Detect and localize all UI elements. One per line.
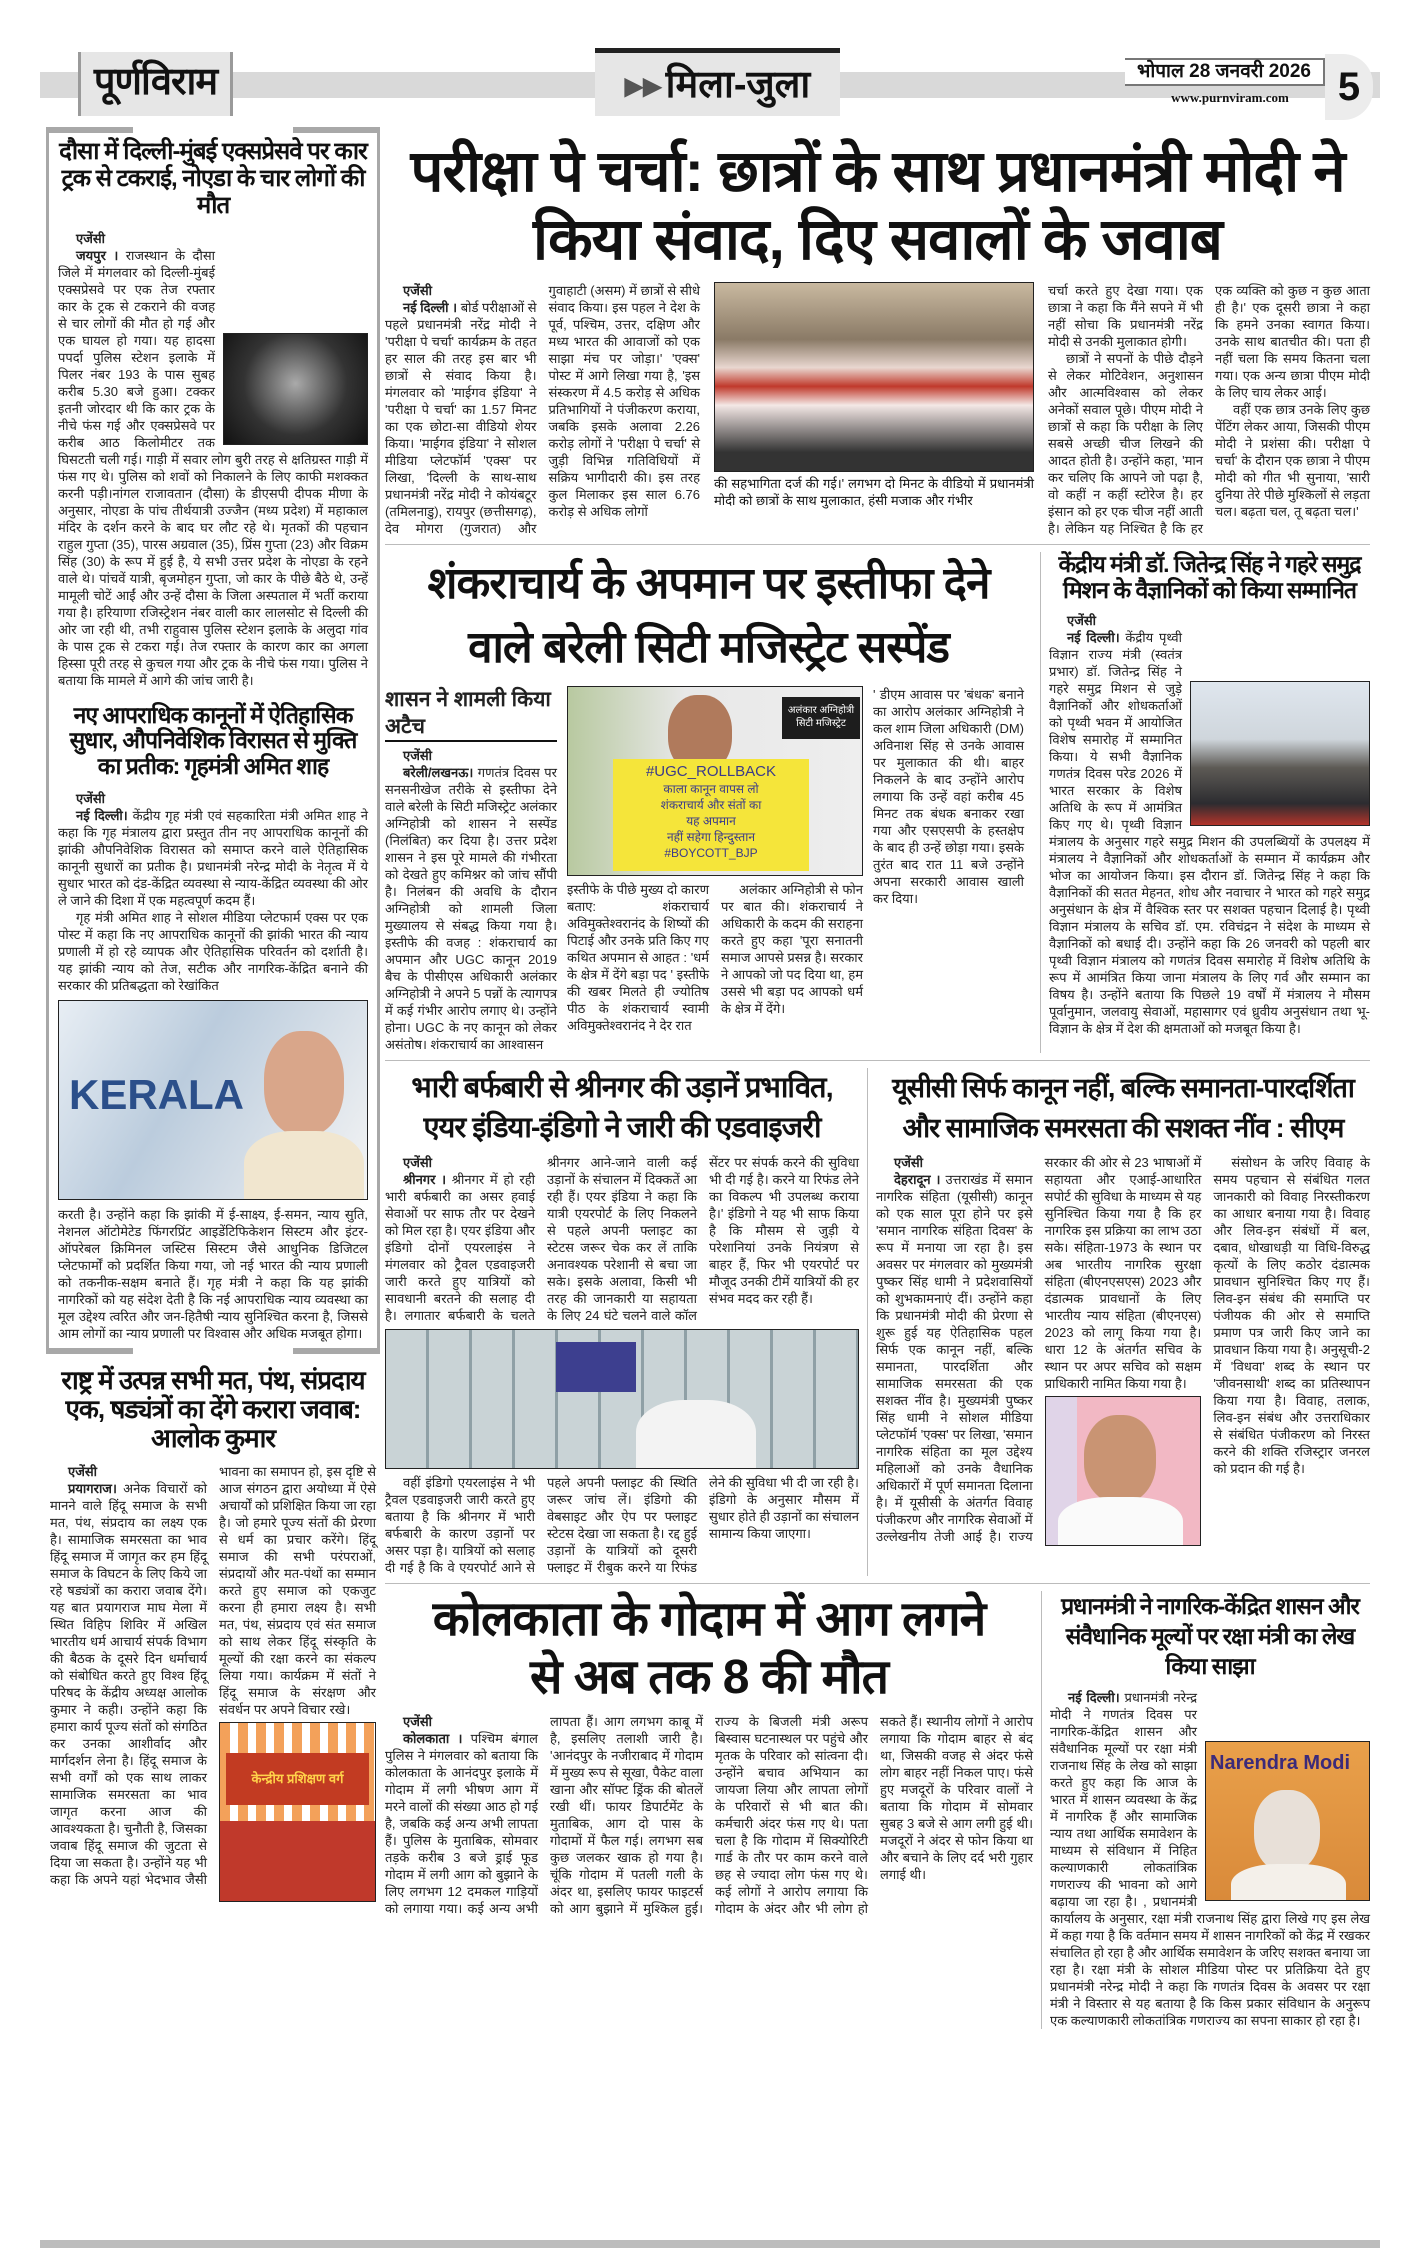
headline-line-1: कोलकाता के गोदाम में आग लगने	[432, 1593, 986, 1646]
article-text: वहीं इंडिगो एयरलाइंस ने भी ट्रैवल एडवाइजरी जारी करते हुए बताया है कि श्रीनगर में भारी बर्फबारी के कारण उड़ानों पर असर पड़ा है। यात्रियों को सलाह दी गई है कि वे एयरपोर्ट आने से पहले अपनी फ्लाइट की स्थिति जरूर जांच लें। इंडिगो की वेबसाइट और ऐप पर फ्लाइट स्टेटस देखा जा सकता है। रद्द हुई उड़ानों के यात्रियों को दूसरी फ्लाइट में रीबुक करने या रिफंड लेने की सुविधा भी दी जा रही है। इंडिगो के अनुसार मौसम में सुधार होते ही उड़ानों का संचालन सामान्य किया जाएगा।	[385, 1475, 859, 1575]
headline-line-1: भारी बर्फबारी से श्रीनगर की उड़ानें प्रभावित,	[411, 1072, 833, 1104]
article-ucc	[867, 1068, 1370, 1576]
lead-article	[385, 282, 1370, 537]
place-label: नई दिल्ली ।	[403, 300, 458, 315]
person-body	[1058, 1497, 1183, 1546]
body-text: प्रधानमंत्री नरेन्द्र मोदी ने गणतंत्र दिवस पर नागरिक-केंद्रित शासन और संवैधानिक मूल्यों पर रक्षा मंत्री राजनाथ सिंह के लेख को साझा करते हुए कहा कि आज के भारत में शासन व्यवस्था के केंद्र में नागरिक हैं और सामाजिक न्याय तथा आर्थिक समावेशन के माध्यम से संविधान में निहित कल्याणकारी लोकतांत्रिक गणराज्य की भावना को आगे बढ़ाया जा रहा है। , प्रधानमंत्री कार्यालय के अनुसार, रक्षा मंत्री राजनाथ सिंह द्वारा लिखे गए इस लेख में कहा गया है कि वर्तमान समय में शासन नागरिकों को केंद्र में रखकर संचालित हो रहा है और आर्थिक समावेशन के जरिए सशक्त बनाया जा रहा है। रक्षा मंत्री के सोशल मीडिया पोस्ट पर प्रतिक्रिया देते हुए प्रधानमंत्री नरेन्द्र मोदी ने कहा कि गणतंत्र दिवस के अवसर पर रक्षा मंत्री ने विस्तार से यह बताया है कि किस प्रकार संविधान के अनुरूप एक कल्याणकारी लोकतांत्रिक गणराज्य का सपना साकार हो रहा है।	[1050, 1690, 1370, 2028]
placard-line: शंकराचार्य और संतों का	[660, 798, 762, 812]
byline: एजेंसी	[76, 230, 105, 246]
place-label: जयपुर ।	[76, 247, 119, 263]
body-text: राजस्थान के दौसा जिले में मंगलवार को दिल्ली-मुंबई एक्सप्रेसवे पर एक तेज रफ्तार कार के ट्रक से टकराने की वजह से चार लोगों की मौत हो गई और एक घायल हो गया। यह हादसा पपर्दा पुलिस स्टेशन इलाके में पिलर नंबर 193 के पास सुबह करीब 5.30 बजे हुआ। टक्कर इतनी जोरदार थी कि कार ट्रक के नीचे फंस गई और एक्सप्रेसवे पर करीब आठ किलोमीटर तक घिसटती चली गई। गाड़ी में सवार लोग बुरी तरह से क्षतिग्रस्त गाड़ी में फंस गए थे। पुलिस को शवों को निकालने के लिए काफी मशक्कत करनी पड़ी।नांगल राजावतान (दौसा) के डीएसपी दीपक मीणा के अनुसार, नोएडा के पांच तीर्थयात्री उज्जैन (मध्य प्रदेश) में महाकाल मंदिर के दर्शन करने के बाद घर लौट रहे थे। मृतकों की पहचान राहुल गुप्ता (35), पारस अग्रवाल (35), प्रिंस गुप्ता (23) और विक्रम सिंह (30) के रूप में हुई है, ये सभी उत्तर प्रदेश के नोएडा के रहने वाले थे। पांचवें यात्री, बृजमोहन गुप्ता, जो कार के पीछे बैठे थे, उन्हें मामूली चोटें आईं और उन्हें दौसा के जिला अस्पताल में भर्ती कराया गया है। हरियाणा रजिस्ट्रेशन नंबर वाली कार लालसोट से दिल्ली की ओर जा रही थी, तभी राहुवास पुलिस स्टेशन इलाके के अलुदा गांव के पास ट्रक से टकरा गई। तेज रफ्तार के कारण कार का अगला हिस्सा पूरी तरह से कुचल गया और ट्रक के नीचे फंस गया। पुलिस ने बताया कि मामले में आगे की जांच जारी है।	[58, 247, 368, 688]
cm-dhami-photo	[1045, 1396, 1202, 1546]
headline-line-2: किया संवाद, दिए सवालों के जवाब	[533, 207, 1222, 272]
nameplate-line: सिटी मजिस्ट्रेट	[796, 718, 846, 729]
subheadline: शासन ने शामली किया अटैच	[385, 686, 557, 742]
byline: एजेंसी	[403, 1714, 432, 1729]
placard-line: #BOYCOTT_BJP	[664, 846, 758, 860]
body-text: श्रीनगर में हो रही भारी बर्फबारी का असर हवाई सेवाओं पर साफ तौर पर देखने को मिल रहा है। एयर इंडिया और इंडिगो दोनों एयरलाइंस ने मंगलवार को ट्रैवल एडवाइजरी जारी करते हुए यात्रियों को सावधानी बरतने की सलाह दी है। लगातार बर्फबारी के चलते श्रीनगर आने-जाने वाली कई उड़ानों के संचालन में दिक्कतें आ रही हैं। एयर इंडिया ने कहा कि यात्री एयरपोर्ट के लिए निकलने से पहले अपनी फ्लाइट का स्टेटस जरूर चेक कर लें ताकि अनावश्यक परेशानी से बचा जा सके। इसके अलावा, किसी भी तरह की जानकारी या सहायता के लिए 24 घंटे चलने वाले कॉल सेंटर पर संपर्क करने की सुविधा भी दी गई है। करने या रिफंड लेने का विकल्प भी उपलब्ध कराया है।' इंडिगो ने यह भी साफ किया है कि मौसम से जुड़ी ये परेशानियां उनके नियंत्रण से बाहर हैं, फिर भी एयरपोर्ट पर मौजूद उनकी टीमें यात्रियों की हर संभव मदद कर रही हैं।	[385, 1155, 859, 1323]
flight-display-board	[556, 1342, 636, 1392]
article-text	[385, 1713, 1033, 1917]
scientists-group-photo	[1190, 681, 1370, 826]
article-text: अलंकार अग्निहोत्री से फोन पर बात की। शंकराचार्य ने अधिकारी के कदम की सराहना करते हुए कहा 'पूरा सनातनी समाज आपसे प्रसन्न है। सरकार ने आपको जो पद दिया था, हम उससे भी बड़ा पद आपको धर्म के क्षेत्र में देंगे।	[721, 882, 863, 1016]
article-text: ' डीएम आवास पर 'बंधक' बनाने का आरोप अलंकार अग्निहोत्री ने कल शाम जिला अधिकारी (DM) अविनाश सिंह से उनके आवास पर मुलाकात की थी। बाहर निकलने के बाद उन्होंने आरोप लगाया कि उन्हें वहां करीब 45 मिनट तक बंधक बनाकर रखा गया और एसएसपी के हस्तक्षेप के बाद ही उन्हें छोड़ा गया। इसके तुरंत बाद रात 11 बजे उन्होंने अपना सरकारी आवास खाली कर दिया।	[873, 687, 1024, 906]
headline-line-2: और सामाजिक समरसता की सशक्त नींव : सीएम	[902, 1113, 1344, 1143]
article-shankaracharya	[385, 552, 1040, 1053]
person-face	[1254, 1790, 1320, 1872]
bottom-border-strip	[40, 2240, 1380, 2248]
article-criminal-laws	[58, 703, 368, 1342]
shankaracharya-middle	[567, 686, 863, 1053]
section-label: मिला-जुला	[665, 64, 811, 106]
headline-line-1: यूसीसी सिर्फ कानून नहीं, बल्कि समानता-पारदर्शिता	[892, 1073, 1354, 1103]
place-label: नई दिल्ली।	[76, 807, 128, 823]
article-jitendra	[1040, 552, 1370, 1053]
article-text: संसोधन के जरिए विवाह के समय पहचान से संबंधित गलत जानकारी को विवाह निरस्तीकरण का आधार बनाया गया है। विवाह और लिव-इन संबंधों में बल, दबाव, धोखाधड़ी या विधि-विरुद्ध कृत्यों के लिए कठोर दंडात्मक प्रावधान सुनिश्चित किए गए हैं। लिव-इन संबंध की समाप्ति पर पंजीयक की ओर से समाप्ति प्रमाण पत्र जारी किए जाने का प्रावधान किया गया है। अनुसूची-2 में 'विधवा' शब्द के स्थान पर 'जीवनसाथी' शब्द का प्रतिस्थापन किया गया है। विवाह, तलाक, लिव-इन संबंध और उत्तराधिकार से संबंधित पंजीकरण को निरस्त करने की शक्ति रजिस्ट्रार जनरल को प्रदान की गई है।	[1213, 1155, 1370, 1476]
placard-line: #UGC_ROLLBACK	[645, 763, 777, 780]
lead-body-continued	[1048, 282, 1370, 537]
stage-floor	[220, 1821, 375, 1901]
kolkata-body	[385, 1713, 1033, 1917]
article-text	[58, 807, 368, 909]
shankaracharya-body-bottom	[567, 881, 863, 1034]
nameplate-line: अलंकार अग्निहोत्री	[787, 705, 855, 716]
person-face	[264, 1031, 344, 1136]
place-label: देहरादून ।	[894, 1172, 941, 1187]
row-srinagar-ucc	[385, 1060, 1370, 1576]
jitendra-headline: केंद्रीय मंत्री डॉ. जितेन्द्र सिंह ने गहरे समुद्र मिशन के वैज्ञानिकों को किया सम्मानित	[1058, 551, 1361, 603]
article-body	[50, 1463, 376, 1902]
article-kolkata	[385, 1591, 1041, 2029]
article-text	[385, 1154, 859, 1324]
byline: एजेंसी	[894, 1155, 923, 1170]
row-kolkata-pm	[385, 1583, 1370, 2029]
place-label: नई दिल्ली।	[1068, 1690, 1120, 1705]
car-crash-photo	[223, 333, 368, 445]
protest-placard	[613, 759, 809, 871]
article-text: इस्तीफे के पीछे मुख्य दो कारण बताए: शंकराचार्य अविमुक्तेश्वरानंद के शिष्यों की पिटाई और उनके प्रति किए गए कथित अपमान से आहत : 'धर्म के क्षेत्र में देंगे बड़ा पद ' इस्तीफे की खबर मिलते ही ज्योतिष पीठ के शंकराचार्य स्वामी अविमुक्तेश्वरानंद ने देर रात	[567, 882, 709, 1033]
body-text: गणतंत्र दिवस पर सनसनीखेज तरीके से इस्तीफा देने वाले बरेली के सिटी मजिस्ट्रेट अलंकार अग्निहोत्री को शासन ने सस्पेंड (निलंबित) कर दिया है। उत्तर प्रदेश शासन ने इस पूरे मामले की गंभीरता को देखते हुए कमिश्नर को जांच सौंपी है। निलंबन की अवधि के दौरान अग्निहोत्री को शामली जिला मुख्यालय से संबद्ध किया गया है। इस्तीफे की वजह : शंकराचार्य का अपमान और UGC कानून 2019 बैच के पीसीएस अधिकारी अलंकार अग्निहोत्री ने अपने 5 पन्नों के त्यागपत्र में कई गंभीर आरोप लगाए थे। उन्होंने होना। UGC के नए कानून को लेकर असंतोष। शंकराचार्य का आश्वासन	[385, 765, 557, 1052]
passenger	[636, 1400, 756, 1469]
byline: एजेंसी	[1067, 612, 1096, 628]
dateline: भोपाल 28 जनवरी 2026	[1125, 58, 1325, 86]
article-text	[385, 764, 557, 1053]
vhp-meeting-photo	[219, 1722, 376, 1902]
placard-line: नहीं सहेगा हिन्दुस्तान	[667, 830, 755, 844]
ucc-body	[876, 1154, 1370, 1546]
photo-caption: की सहभागिता दर्ज की गई।' लगभग दो मिनट के वीडियो में प्रधानमंत्री मोदी को छात्रों के साथ मुलाकात, हंसी मजाक और गंभीर	[714, 476, 1034, 508]
banner-text: केन्द्रीय प्रशिक्षण वर्ग	[226, 1753, 369, 1805]
byline: एजेंसी	[403, 283, 432, 298]
masthead-brand: पूर्णविराम	[78, 52, 233, 116]
ucc-headline	[876, 1068, 1370, 1148]
byline: एजेंसी	[403, 1155, 432, 1170]
place-label: प्रयागराज।	[68, 1481, 117, 1497]
headline: राष्ट्र में उत्पन्न सभी मत, पंथ, संप्रदाय एक, षड्यंत्रों का देंगे करारा जवाब: आलोक कुमार	[61, 1364, 365, 1454]
article-text: चर्चा करते हुए देखा गया। एक छात्रा ने कहा कि मैंने सपने में भी नहीं सोचा कि प्रधानमंत्री नरेंद्र मोदी से उनकी मुलाकात होगी।	[1048, 283, 1203, 349]
pm-article-body	[1050, 1689, 1370, 2029]
article-text: वहीं एक छात्र उनके लिए कुछ पेंटिंग लेकर आया, जिसकी पीएम मोदी ने प्रशंसा की। परीक्षा पे चर्चा' के दौरान एक छात्रा ने पीएम मोदी को गीत भी सुनाया, 'सारी दुनिया तेरे पीछे मुश्किलों से लड़ता चल। बढ़ता चल, तू बढ़ता चल।'	[1215, 402, 1370, 519]
placard-line: यह अपमान	[686, 814, 736, 828]
kolkata-headline	[385, 1591, 1033, 1707]
person-face	[1084, 1415, 1156, 1503]
shankaracharya-columns	[385, 686, 1032, 1053]
left-column	[46, 127, 380, 1902]
headline-line-2: वाले बरेली सिटी मजिस्ट्रेट सस्पेंड	[468, 623, 949, 672]
pm-article-headline: प्रधानमंत्री ने नागरिक-केंद्रित शासन और संवैधानिक मूल्यों पर रक्षा मंत्री का लेख किया साझा	[1061, 1593, 1359, 1679]
person-body	[244, 1131, 364, 1200]
article-body	[58, 230, 368, 689]
body-text: उत्तराखंड में समान नागरिक संहिता (यूसीसी) कानून को एक साल पूरा होने पर इसे 'समान नागरिक संहिता दिवस' के रूप में मनाया जा रहा है। इस अवसर पर मंगलवार को मुख्यमंत्री पुष्कर सिंह धामी ने प्रदेशवासियों को शुभकामनाएं दीं। उन्होंने कहा कि प्रधानमंत्री मोदी की प्रेरणा से शुरू हुई यह ऐतिहासिक पहल सिर्फ एक कानून नहीं, बल्कि समानता, पारदर्शिता और सामाजिक समरसता की एक सशक्त नींव है। मुख्यमंत्री पुष्कर सिंह धामी ने सोशल मीडिया प्लेटफॉर्म 'एक्स' पर लिखा, 'समान नागरिक संहिता का मूल उद्देश्य महिलाओं को उनके वैधानिक अधिकारों में पूर्ण समानता दिलाना है। में यूसीसी के अंतर्गत विवाह पंजीकरण और नागरिक सेवाओं में उल्लेखनीय तेजी आई है। राज्य सरकार की ओर से 23 भाषाओं में सहायता और एआई-आधारित सपोर्ट की सुविधा के माध्यम से यह सुनिश्चित किया गया है कि हर नागरिक इस प्रक्रिया का लाभ उठा सके। संहिता-1973 के स्थान पर अब भारतीय नागरिक सुरक्षा संहिता (बीएनएसएस) 2023 और दंडात्मक प्रावधानों के लिए भारतीय न्याय संहिता (बीएनएस) 2023 को लागू किया गया है। धारा 12 के अंतर्गत सचिव के स्थान पर अपर सचिव को सक्षम प्राधिकारी नामित किया गया है।	[876, 1155, 1202, 1544]
airport-flight-board-photo	[385, 1329, 859, 1469]
place-label: श्रीनगर ।	[403, 1172, 447, 1187]
article-text: करती है। उन्होंने कहा कि झांकी में ई-साक्ष्य, ई-समन, न्याय सुति, नेशनल ऑटोमेटेड फिंगरप्रिंट आइडेंटिफिकेशन सिस्टम और इंटर-ऑपरेबल क्रिमिनल जस्टिस सिस्टम जैसे आधुनिक डिजिटल प्लेटफार्मों को प्रदर्शित किया गया, जो नई भारत की न्याय प्रणाली को तकनीक-सक्षम बनाते हैं। गृह मंत्री ने कहा कि यह झांकी नागरिकों को यह संदेश देती है कि नई आपराधिक न्याय व्यवस्था का मूल उद्देश्य त्वरित और जन-हितैषी न्याय सुनिश्चित करना है, जिससे आम लोगों का न्याय प्रणाली पर विश्वास और अधिक मजबूत होगा।	[58, 1206, 368, 1341]
article-text	[385, 282, 700, 537]
article-alok-kumar	[46, 1366, 380, 1902]
body-text: केंद्रीय गृह मंत्री एवं सहकारिता मंत्री अमित शाह ने कहा कि गृह मंत्रालय द्वारा प्रस्तुत तीन नए आपराधिक कानूनों की झांकी औपनिवेशिक विरासत को समाप्त करने वाले ऐतिहासिक कानूनी सुधारों का प्रतीक है। प्रधानमंत्री नरेन्द्र मोदी के नेतृत्व में ये सुधार भारत को दंड-केंद्रित व्यवस्था से न्याय-केंद्रित व्यवस्था की ओर ले जाने की दिशा में एक महत्वपूर्ण कदम हैं।	[58, 807, 368, 908]
nameplate	[782, 697, 860, 739]
srinagar-headline	[385, 1068, 859, 1148]
article-dausa	[58, 139, 368, 689]
lead-body	[385, 282, 700, 537]
body-text: पश्चिम बंगाल पुलिस ने मंगलवार को बताया कि कोलकाता के आनंदपुर इलाके में गोदाम में लगी भीषण आग में मरने वालों की संख्या आठ हो गई है, जबकि कई अन्य अभी लापता हैं। पुलिस के मुताबिक, सोमवार तड़के करीब 3 बजे ड्राई फूड गोदाम में लगी आग को बुझाने के लिए लगभग 12 दमकल गाड़ियों को लगाया गया। कई अन्य अभी लापता हैं। आग लगभग काबू में है, इसलिए तलाशी जारी है। 'आनंदपुर के नजीराबाद में गोदाम में मुख्य रूप से सूखा, पैकेट वाला खाना और सॉफ्ट ड्रिंक की बोतलें रखी थीं। फायर डिपार्टमेंट के मुताबिक, आग दो पास के गोदामों में फैल गई। लगभग सब कुछ जलकर खाक हो गया है। चूंकि गोदाम में पतली गली के अंदर था, इसलिए फायर फाइटर्स को आग बुझाने में मुश्किल हुई। राज्य के बिजली मंत्री अरूप बिस्वास घटनास्थल पर पहुंचे और मृतक के परिवार को सांत्वना दी। उन्होंने बचाव अभियान का जायजा लिया और लापता लोगों के परिवारों से भी बात की। कर्मचारी अंदर फंस गए थे। पता चला है कि गोदाम में सिक्योरिटी गार्ड के तौर पर काम करने वाले छह से ज्यादा लोग फंस गए थे। कई लोगों ने आरोप लगाया कि गोदाम के अंदर और भी लोग हो सकते हैं। स्थानीय लोगों ने आरोप लगाया कि गोदाम बाहर से बंद था, जिसकी वजह से अंदर फंसे लोग बाहर नहीं निकल पाए। फंसे हुए मजदूरों के परिवार वालों ने बताया कि गोदाम में सोमवार सुबह 3 बजे से आग लगी हुई थी। मजदूरों ने अंदर से फोन किया था और बचाने के लिए दर्द भरी गुहार लगाई थी।	[385, 1714, 1033, 1916]
shankaracharya-body	[385, 686, 557, 1053]
row-shankaracharya-jitendra	[385, 544, 1370, 1053]
pm-with-students-photo	[714, 282, 1034, 472]
shankaracharya-body-right	[873, 686, 1024, 1053]
headline-line-2: से अब तक 8 की मौत	[530, 1651, 888, 1704]
byline: एजेंसी	[68, 1464, 97, 1480]
article-body	[58, 790, 368, 1342]
double-chevron-right-icon: ▶▶	[624, 72, 662, 100]
place-label: कोलकाता ।	[403, 1731, 463, 1746]
article-text	[58, 247, 368, 689]
photo-row	[385, 1329, 859, 1469]
article-text: गृह मंत्री अमित शाह ने सोशल मीडिया प्लेटफार्म एक्स पर एक पोस्ट में कहा कि नए आपराधिक कानूनों की झांकी भारत की न्याय प्रणाली में हो रहे व्यापक और ऐतिहासिक परिवर्तन को दर्शाती है। यह झांकी न्याय को तेज, सटीक और नागरिक-केंद्रित बनाने की सरकार की प्रतिबद्धता को रेखांकित	[58, 909, 368, 993]
place-label: बरेली/लखनऊ।	[403, 765, 474, 780]
srinagar-body	[385, 1154, 859, 1576]
body-text: अनेक विचारों को मानने वाले हिंदू समाज के सभी मत, पंथ, संप्रदाय का लक्ष्य एक है। सामाजिक समरसता का भाव हिंदू समाज में जागृत कर हम हिंदू समाज के विघटन के लिए किये जा रहे षड्यंत्रों का करारा जवाब देंगे। यह बात प्रयागराज माघ मेला में स्थित विहिप शिविर में अखिल भारतीय धर्म आचार्य संपर्क विभाग की बैठक के दूसरे दिन धर्माचार्य को संबोधित करते हुए विश्व हिंदू परिषद के केंद्रीय अध्यक्ष आलोक कुमार ने कही। उन्होंने कहा कि हमारा कार्य पूज्य संतों को संगठित कर उनका आशीर्वाद और मार्गदर्शन लेना है। हिंदू समाज के सभी वर्गों को एक साथ लाकर सामाजिक समरसता का भाव जागृत करना आज की आवश्यकता है। चुनौती है, जिसका जवाब हिंदू समाज की जुटता से दिया जा सकता है। उन्होंने यह भी कहा कि अपने यहां भेदभाव जैसी भावना का समापन हो, इस दृष्टि से आज संगठन द्वारा अयोध्या में ऐसे अचार्यों को प्रशिक्षित किया जा रहा है। जो हमारे पूज्य संतों की प्रेरणा से धर्म का प्रचार करेंगे। हिंदू समाज की सभी परंपराओं, संप्रदायों और मत-पंथों का सम्मान करते हुए समाज को एकजुट करना ही हमारा लक्ष्य है। सभी मत, पंथ, संप्रदाय एवं संत समाज को साथ लेकर हिंदू संस्कृति के मूल्यों की रक्षा करने का संकल्प लिया गया। कार्यक्रम में संतों ने हिंदू समाज के संरक्षण और संवर्धन पर अपने विचार रखे।	[50, 1464, 376, 1888]
shankaracharya-headline	[385, 552, 1032, 680]
main-area	[385, 138, 1370, 2029]
pm-modi-speaking-photo	[1205, 1741, 1370, 1901]
article-srinagar	[385, 1068, 867, 1576]
lead-headline	[385, 138, 1370, 274]
city-magistrate-protest-photo	[567, 686, 863, 876]
photo-backdrop-text: KERALA	[69, 1070, 244, 1118]
photo-backdrop-text: Narendra Modi	[1210, 1752, 1351, 1774]
page-number: 5	[1325, 54, 1373, 120]
jitendra-body	[1049, 612, 1370, 1037]
place-label: नई दिल्ली।	[1067, 629, 1120, 645]
article-pm	[1041, 1591, 1370, 2029]
left-boxed-column	[46, 127, 380, 1354]
headline-line-1: परीक्षा पे चर्चा: छात्रों के साथ प्रधानमंत्री मोदी ने	[410, 139, 1345, 204]
byline: एजेंसी	[403, 748, 432, 763]
section-title	[595, 48, 840, 116]
body-text: बोर्ड परीक्षाओं से पहले प्रधानमंत्री नरेंद्र मोदी ने 'परीक्षा पे चर्चा' कार्यक्रम के तहत हर साल की तरह इस बार भी छात्रों से संवाद किया है। मंगलवार को 'माईगव इंडिया' ने 'परीक्षा पे चर्चा' का 1.57 मिनट का एक छोटा-सा वीडियो शेयर किया। 'माईगव इंडिया' ने सोशल मीडिया प्लेटफॉर्म 'एक्स' पर लिखा, 'दिल्ली के साथ-साथ प्रधानमंत्री नरेंद्र मोदी ने कोयंबटूर (तमिलनाडु), रायपुर (छत्तीसगढ़), देव मोगरा (गुजरात) और गुवाहाटी (असम) में छात्रों से सीधे संवाद किया। इस पहल ने देश के पूर्व, पश्चिम, उत्तर, दक्षिण और मध्य भारत की आवाजों को एक साझा मंच पर जोड़ा।' 'एक्स' पोस्ट में आगे लिखा गया है, 'इस संस्करण में 4.5 करोड़ से अधिक प्रतिभागियों ने पंजीकरण कराया, जबकि इसके अलावा 2.26 करोड़ लोगों ने 'परीक्षा पे चर्चा' से जुड़ी विभिन्न गतिविधियों में सक्रिय भागीदारी की। इस तरह कुल मिलाकर इस साल 6.76 करोड़ से अधिक लोगों	[385, 283, 700, 536]
amit-shah-photo	[58, 1000, 368, 1200]
headline: नए आपराधिक कानूनों में ऐतिहासिक सुधार, औपनिवेशिक विरासत से मुक्ति का प्रतीक: गृहमंत्री अमित शाह	[69, 701, 357, 780]
headline: दौसा में दिल्ली-मुंबई एक्सप्रेसवे पर कार ट्रक से टकराई, नोएडा के चार लोगों की मौत	[59, 138, 367, 219]
headline-line-2: एयर इंडिया-इंडिगो ने जारी की एडवाइजरी	[423, 1112, 821, 1144]
person-body	[1231, 1864, 1346, 1901]
lead-photo-block	[714, 282, 1034, 537]
article-text: छात्रों ने सपनों के पीछे दौड़ने से लेकर मोटिवेशन, अनुशासन और आत्मविश्वास को लेकर अनेकों सवाल पूछे। पीएम मोदी ने छात्रों से कहा कि परीक्षा के लिए सबसे अच्छी चीज लिखने की आदत होती है। उन्होंने कहा, 'मान कर चलिए कि आपने जो पढ़ा है, वो कहीं न कहीं स्टोरेज है। हर इंसान को हर एक चीज नहीं आती है। लेकिन यह निश्चित है कि हर एक व्यक्ति को कुछ न कुछ आता ही है।' एक दूसरी छात्रा ने कहा कि हमने उनका स्वागत किया। उनके साथ बातचीत की। पता ही नहीं चला कि समय कितना चला गया। एक अन्य छात्रा पीएम मोदी के लिए चाय लेकर आई।	[1048, 283, 1370, 536]
placard-line: काला कानून वापस लो	[663, 782, 759, 796]
headline-line-1: शंकराचार्य के अपमान पर इस्तीफा देने	[427, 559, 990, 608]
body-text: केंद्रीय पृथ्वी विज्ञान राज्य मंत्री (स्वतंत्र प्रभार) डॉ. जितेन्द्र सिंह ने गहरे समुद्र मिशन से जुड़े वैज्ञानिकों और शोधकर्ताओं को पृथ्वी भवन में आयोजित विशेष समारोह में सम्मानित किया। ये सभी वैज्ञानिक गणतंत्र दिवस परेड 2026 में भारत सरकार के विशेष अतिथि के रूप में आमंत्रित किए गए थे। पृथ्वी विज्ञान मंत्रालय के अनुसार गहरे समुद्र मिशन की उपलब्धियों के उपलक्ष्य में मंत्रालय ने वैज्ञानिकों और शोधकर्ताओं के सम्मान में कार्यक्रम और भोज का आयोजन किया। इस दौरान डॉ. जितेन्द्र सिंह ने कहा कि वैज्ञानिकों की सतत मेहनत, शोध और नवाचार ने भारत को गहरे समुद्र अनुसंधान के क्षेत्र में वैश्विक स्तर पर सशक्त पहचान दिलाई है। पृथ्वी विज्ञान मंत्रालय के सचिव डॉ. एम. रविचंद्रन ने संदेश के माध्यम से वैज्ञानिकों को बधाई दी। उन्होंने कहा कि 26 जनवरी को पहली बार पृथ्वी विज्ञान मंत्रालय को गणतंत्र दिवस समारोह में विशेष अतिथि के रूप में आमंत्रित किया जाना मंत्रालय के लिए गर्व और सम्मान का विषय है। उन्होंने बताया कि पिछले 19 वर्षों में मंत्रालय ने मौसम पूर्वानुमान, जलवायु सेवाओं, महासागर एवं ध्रुवीय अनुसंधान तथा भू-विज्ञान के क्षेत्र में देश की क्षमताओं को मजबूत किया है।	[1049, 629, 1370, 1036]
byline: एजेंसी	[76, 790, 105, 806]
website-link[interactable]: www.purnviram.com	[1171, 90, 1289, 105]
